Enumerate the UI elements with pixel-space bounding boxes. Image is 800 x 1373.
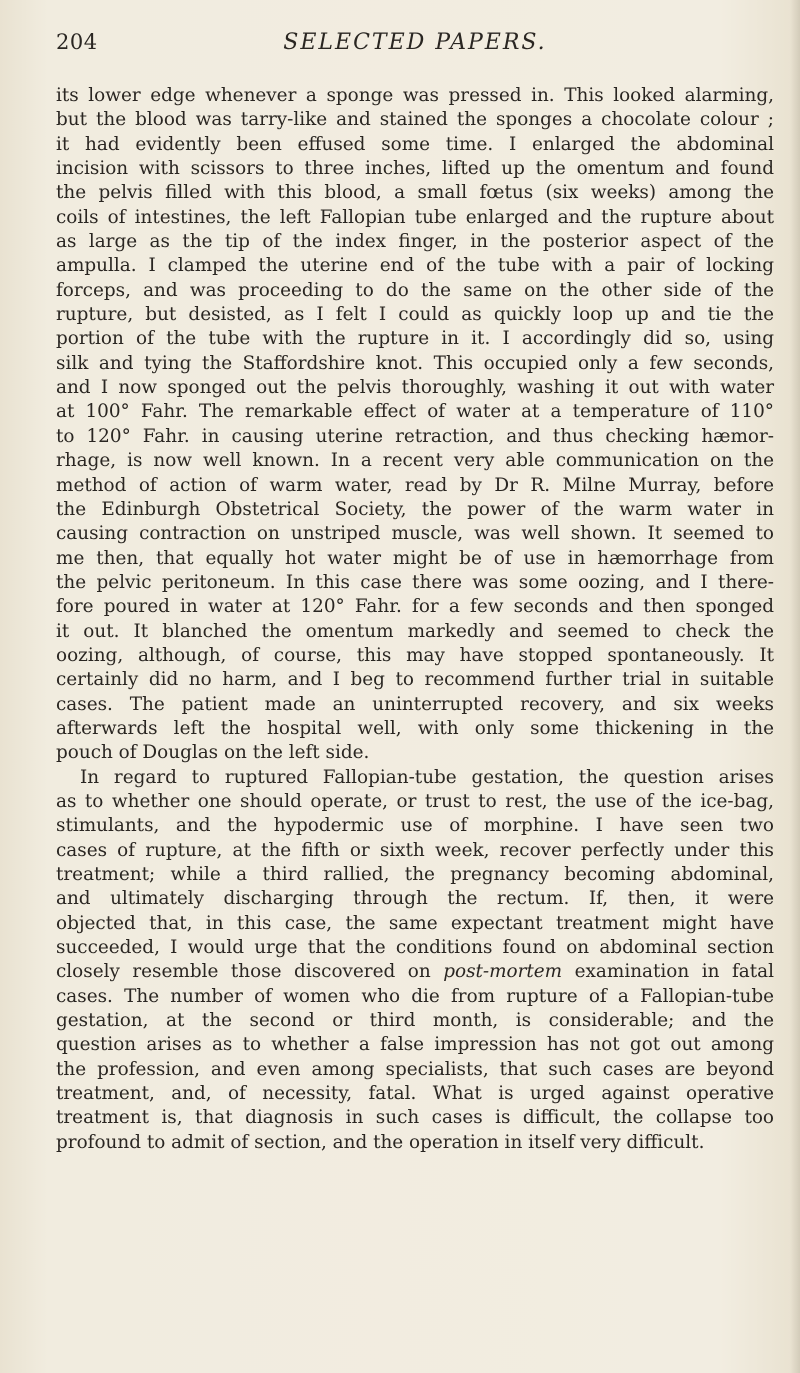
text-line: method of action of warm water, read by Dr R. Milne Murray, before (56, 474, 774, 496)
text-line: to 120° Fahr. in causing uterine retraction, and thus checking hæmor- (56, 425, 774, 447)
text-line: its lower edge whenever a sponge was pressed in. This looked alarming, (56, 85, 774, 106)
text-line: cases. The number of women who die from rupture of a Fallopian-tube (56, 985, 774, 1007)
page-edge-shadow (790, 0, 800, 1373)
text-line: the profession, and even among specialists, that such cases are beyond (56, 1058, 774, 1080)
text-line: causing contraction on unstriped muscle, was well shown. It seemed to (56, 523, 774, 545)
text-line: fore poured in water at 120° Fahr. for a few seconds and then sponged (56, 596, 774, 618)
text-line: but the blood was tarry-like and stained the sponges a chocolate colour ; (56, 109, 774, 131)
text-line: succeeded, I would urge that the conditions found on abdominal section (56, 937, 774, 959)
text-line: the pelvic peritoneum. In this case there was some oozing, and I there- (56, 571, 774, 593)
text-line: the pelvis filled with this blood, a small fœtus (six weeks) among the (56, 182, 774, 204)
text-line: silk and tying the Staffordshire knot. This occupied only a few seconds, (56, 352, 774, 374)
paragraph-2 (56, 766, 774, 1156)
page-number: 204 (56, 30, 98, 54)
text-line: at 100° Fahr. The remarkable effect of water at a temperature of 110° (56, 401, 774, 423)
text-segment: closely resemble those discovered on (56, 961, 444, 983)
text-line: stimulants, and the hypodermic use of morphine. I have seen two (56, 815, 774, 837)
text-line: the Edinburgh Obstetrical Society, the power of the warm water in (56, 498, 774, 520)
text-line: In regard to ruptured Fallopian-tube gestation, the question arises (80, 766, 774, 788)
text-line: cases. The patient made an uninterrupted recovery, and six weeks (56, 693, 774, 715)
body-text (56, 84, 774, 1155)
text-line: objected that, in this case, the same expectant treatment might have (56, 912, 774, 934)
text-line: it out. It blanched the omentum markedly and seemed to check the (56, 620, 774, 642)
text-line: oozing, although, of course, this may have stopped spontaneously. It (56, 644, 774, 666)
text-line (56, 960, 774, 984)
text-segment: examination in fatal (562, 961, 774, 983)
page-header (0, 22, 800, 62)
running-title: SELECTED PAPERS. (283, 30, 547, 55)
text-line: rhage, is now well known. In a recent very able communication on the (56, 450, 774, 472)
text-line: portion of the tube with the rupture in it. I accordingly did so, using (56, 328, 774, 350)
text-line: afterwards left the hospital well, with only some thickening in the (56, 717, 774, 739)
text-line: as large as the tip of the index finger, in the posterior aspect of the (56, 231, 774, 253)
text-line: certainly did no harm, and I beg to recommend further trial in suitable (56, 669, 774, 691)
paragraph-1 (56, 84, 774, 766)
text-line: treatment, and, of necessity, fatal. What is urged against operative (56, 1083, 774, 1105)
text-line: treatment is, that diagnosis in such cases is difficult, the collapse too (56, 1107, 774, 1129)
text-line: incision with scissors to three inches, lifted up the omentum and found (56, 158, 774, 180)
text-line: coils of intestines, the left Fallopian tube enlarged and the rupture about (56, 206, 774, 228)
text-line: and I now sponged out the pelvis thoroughly, washing it out with water (56, 377, 774, 399)
text-line: ampulla. I clamped the uterine end of the tube with a pair of locking (56, 255, 774, 277)
text-line: forceps, and was proceeding to do the same on the other side of the (56, 279, 774, 301)
text-line: and ultimately discharging through the rectum. If, then, it were (56, 888, 774, 910)
text-line: pouch of Douglas on the left side. (56, 742, 370, 764)
text-line: gestation, at the second or third month, is considerable; and the (56, 1010, 774, 1032)
text-line: as to whether one should operate, or trust to rest, the use of the ice-bag, (56, 790, 774, 812)
text-line: cases of rupture, at the fifth or sixth week, recover perfectly under this (56, 839, 774, 861)
text-line: treatment; while a third rallied, the pregnancy becoming abdominal, (56, 864, 774, 885)
text-line: question arises as to whether a false impression has not got out among (56, 1034, 774, 1056)
italic-term: post-mortem (443, 961, 563, 983)
text-line: it had evidently been effused some time. I enlarged the abdominal (56, 133, 774, 155)
text-line: rupture, but desisted, as I felt I could as quickly loop up and tie the (56, 304, 774, 326)
text-line: me then, that equally hot water might be of use in hæmorrhage from (56, 547, 774, 569)
text-line: profound to admit of section, and the operation in itself very difficult. (56, 1131, 705, 1153)
